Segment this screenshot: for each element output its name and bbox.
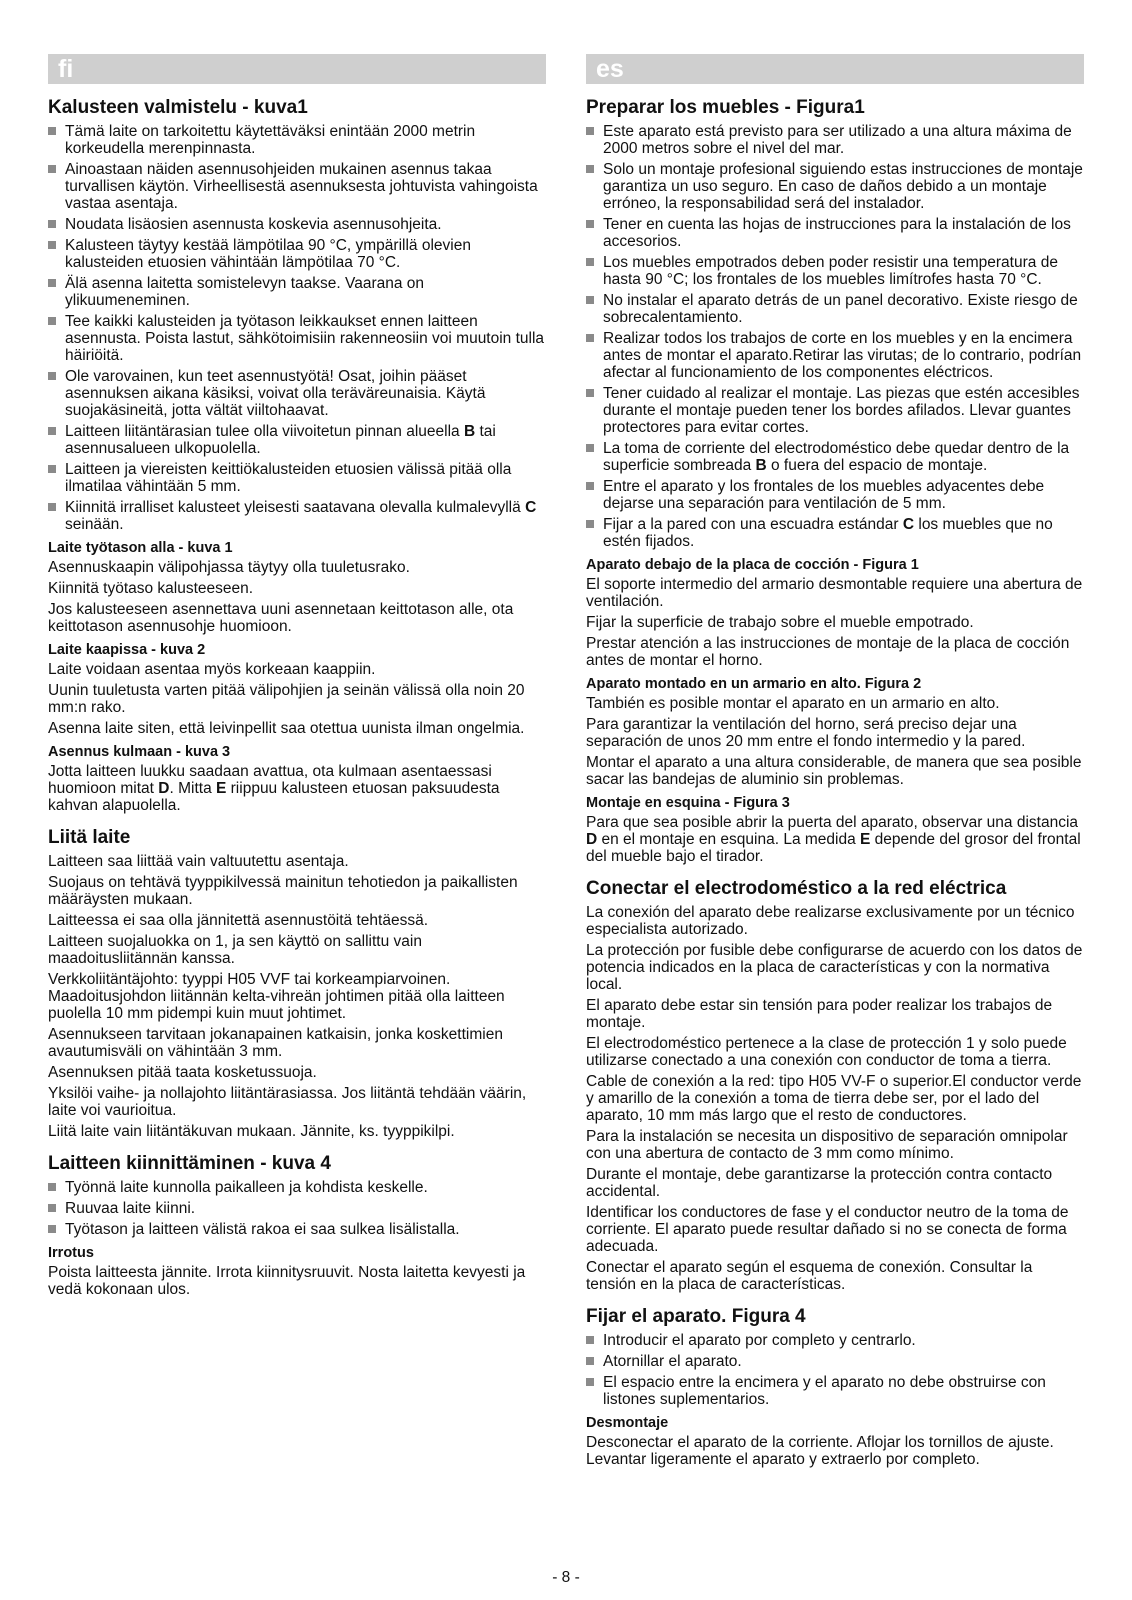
- list-item: [48, 423, 546, 457]
- text-segment: en el montaje en esquina. La medida: [597, 831, 861, 848]
- column-finnish: [48, 54, 546, 1302]
- language-header-es: es: [586, 54, 1084, 84]
- paragraphs-connect: [48, 853, 546, 1140]
- text-segment: Laitteen ja viereisten keittiökalusteiden etuosien välissä pitää olla ilmatilaa vähintään 5 mm.: [65, 461, 512, 495]
- bullet-list-prepare: [586, 123, 1084, 550]
- square-bullet-icon: [48, 372, 56, 380]
- square-bullet-icon: [48, 127, 56, 135]
- heading-prepare-furniture: Preparar los muebles - Figura1: [586, 97, 865, 118]
- paragraphs-connect: [586, 904, 1084, 1293]
- list-item: [48, 216, 546, 233]
- heading-prepare-furniture: Kalusteen valmistelu - kuva1: [48, 97, 308, 118]
- text-segment: depende del grosor del frontal del mueble bajo el tirador.: [586, 831, 1081, 865]
- bold-reference-letter: E: [860, 831, 871, 848]
- list-item: [48, 161, 546, 212]
- text-segment: los muebles que no estén fijados.: [603, 516, 1053, 550]
- list-item: [48, 461, 546, 495]
- paragraph-corner-installation: [586, 814, 1084, 865]
- heading-fix-appliance: Laitteen kiinnittäminen - kuva 4: [48, 1153, 331, 1174]
- text-segment: Tener cuidado al realizar el montaje. Las piezas que estén accesibles durante el montaje pueden tener los bordes afilados. Llevar guantes protectores para evitar cortes.: [603, 385, 1080, 436]
- paragraph: Verkkoliitäntäjohto: tyyppi H05 VVF tai korkeampiarvoinen. Maadoitusjohdon liitännän kelta-vihreän johtimen pitää olla laitteen puolella 10 mm pidempi kuin muut johtimet.: [48, 971, 505, 1022]
- list-item: [586, 478, 1084, 512]
- paragraph: Para la instalación se necesita un dispositivo de separación omnipolar con una abertura de contacto de 3 mm como mínimo.: [586, 1128, 1068, 1162]
- list-item: [48, 1179, 546, 1196]
- list-item: [586, 216, 1084, 250]
- square-bullet-icon: [586, 220, 594, 228]
- text-segment: Entre el aparato y los frontales de los muebles adyacentes debe dejarse una separación para ventilación de 5 mm.: [603, 478, 1045, 512]
- subheading-under-worktop: Aparato debajo de la placa de cocción - Figura 1: [586, 557, 919, 573]
- square-bullet-icon: [48, 1183, 56, 1191]
- text-segment: Noudata lisäosien asennusta koskevia asennusohjeita.: [65, 216, 442, 233]
- heading-connect-appliance: Liitä laite: [48, 827, 131, 848]
- text-segment: Laitteen liitäntärasian tulee olla viivoitetun pinnan alueella: [65, 423, 464, 440]
- paragraph: Asennuksen pitää taata kosketussuoja.: [48, 1064, 317, 1081]
- square-bullet-icon: [48, 1204, 56, 1212]
- square-bullet-icon: [586, 127, 594, 135]
- list-item: [586, 254, 1084, 288]
- paragraph: Uunin tuuletusta varten pitää välipohjien ja seinän välissä olla noin 20 mm:n rako.: [48, 682, 525, 716]
- list-item: [586, 123, 1084, 157]
- subheading-tall-cabinet: Aparato montado en un armario en alto. Figura 2: [586, 676, 922, 692]
- list-item: [586, 516, 1084, 550]
- paragraph: El electrodoméstico pertenece a la clase de protección 1 y solo puede utilizarse conectado a una conexión con conductor de toma a tierra.: [586, 1035, 1067, 1069]
- paragraph-corner-installation: [48, 763, 546, 814]
- text-segment: Este aparato está previsto para ser utilizado a una altura máxima de 2000 metros sobre el nivel del mar.: [603, 123, 1072, 157]
- text-segment: Työtason ja laitteen välistä rakoa ei saa sulkea lisälistalla.: [65, 1221, 460, 1238]
- list-item: [48, 1221, 546, 1238]
- text-segment: Para que sea posible abrir la puerta del aparato, observar una distancia: [586, 814, 1079, 831]
- text-segment: riippuu kalusteen etuosan paksuudesta kahvan alapuolella.: [48, 780, 500, 814]
- paragraph: Asennukseen tarvitaan jokanapainen katkaisin, jonka koskettimien avautumisväli on vähintään 3 mm.: [48, 1026, 503, 1060]
- bold-reference-letter: B: [755, 457, 767, 474]
- paragraph: Laitteen suojaluokka on 1, ja sen käyttö on sallittu vain maadoitusliitännän kanssa.: [48, 933, 422, 967]
- text-segment: seinään.: [65, 516, 124, 533]
- text-segment: Introducir el aparato por completo y centrarlo.: [603, 1332, 916, 1349]
- bold-reference-letter: E: [216, 780, 227, 797]
- text-segment: Kiinnitä irralliset kalusteet yleisesti saatavana olevalla kulmalevyllä: [65, 499, 526, 516]
- paragraph-removal: Poista laitteesta jännite. Irrota kiinnitysruuvit. Nosta laitetta kevyesti ja vedä kokonaan ulos.: [48, 1264, 526, 1298]
- text-segment: Solo un montaje profesional siguiendo estas instrucciones de montaje garantiza un uso seguro. En caso de daños debido a un montaje erróneo, la responsabilidad será del instalador.: [603, 161, 1083, 212]
- text-segment: La toma de corriente del electrodoméstico debe quedar dentro de la superficie sombreada: [603, 440, 1070, 474]
- subheading-corner-installation: Montaje en esquina - Figura 3: [586, 795, 790, 811]
- list-item: [586, 292, 1084, 326]
- text-segment: Tener en cuenta las hojas de instrucciones para la instalación de los accesorios.: [603, 216, 1071, 250]
- text-segment: Tee kaikki kalusteiden ja työtason leikkaukset ennen laitteen asennusta. Poista lastut, sähkötoimisiin rakenneosiin voi muutoin tulla häiriöitä.: [65, 313, 545, 364]
- square-bullet-icon: [586, 296, 594, 304]
- square-bullet-icon: [48, 279, 56, 287]
- paragraph: El soporte intermedio del armario desmontable requiere una abertura de ventilación.: [586, 576, 1083, 610]
- paragraph: Asennuskaapin välipohjassa täytyy olla tuuletusrako.: [48, 559, 410, 576]
- paragraph: Fijar la superficie de trabajo sobre el mueble empotrado.: [586, 614, 974, 631]
- square-bullet-icon: [48, 1225, 56, 1233]
- paragraphs-under-worktop: [586, 576, 1084, 669]
- heading-fix-appliance: Fijar el aparato. Figura 4: [586, 1306, 806, 1327]
- text-segment: Realizar todos los trabajos de corte en los muebles y en la encimera antes de montar el aparato.Retirar las virutas; de lo contrario, podrían afectar al funcionamiento de los componentes eléctricos.: [603, 330, 1082, 381]
- bold-reference-letter: D: [158, 780, 170, 797]
- paragraph: Laitteen saa liittää vain valtuutettu asentaja.: [48, 853, 349, 870]
- paragraph: Liitä laite vain liitäntäkuvan mukaan. Jännite, ks. tyyppikilpi.: [48, 1123, 455, 1140]
- list-item: [48, 313, 546, 364]
- subheading-under-worktop: Laite työtason alla - kuva 1: [48, 540, 233, 556]
- paragraph: También es posible montar el aparato en un armario en alto.: [586, 695, 1000, 712]
- heading-connect-appliance: Conectar el electrodoméstico a la red eléctrica: [586, 878, 1007, 899]
- text-segment: o fuera del espacio de montaje.: [766, 457, 988, 474]
- square-bullet-icon: [586, 258, 594, 266]
- square-bullet-icon: [586, 1357, 594, 1365]
- list-item: [586, 330, 1084, 381]
- paragraph: Cable de conexión a la red: tipo H05 VV-F o superior.El conductor verde y amarillo de la conexión a toma de tierra debe ser, por el lado del aparato, 10 mm más largo que el resto de conductores.: [586, 1073, 1082, 1124]
- text-segment: Los muebles empotrados deben poder resistir una temperatura de hasta 90 °C; los frontales de los muebles limítrofes hasta 70 °C.: [603, 254, 1058, 288]
- paragraph: Durante el montaje, debe garantizarse la protección contra contacto accidental.: [586, 1166, 1053, 1200]
- text-segment: Älä asenna laitetta somistelevyn taakse. Vaarana on ylikuumeneminen.: [65, 275, 425, 309]
- square-bullet-icon: [586, 1336, 594, 1344]
- text-segment: Jotta laitteen luukku saadaan avattua, ota kulmaan asentaessasi huomioon mitat: [48, 763, 492, 797]
- column-spanish: [586, 54, 1084, 1472]
- text-segment: Atornillar el aparato.: [603, 1353, 742, 1370]
- paragraph: Para garantizar la ventilación del horno, será preciso dejar una separación de unos 20 mm entre el fondo intermedio y la pared.: [586, 716, 1026, 750]
- language-header-fi: fi: [48, 54, 546, 84]
- square-bullet-icon: [586, 520, 594, 528]
- square-bullet-icon: [586, 334, 594, 342]
- list-item: [48, 499, 546, 533]
- paragraph: Prestar atención a las instrucciones de montaje de la placa de cocción antes de montar el horno.: [586, 635, 1070, 669]
- paragraph: Conectar el aparato según el esquema de conexión. Consultar la tensión en la placa de características.: [586, 1259, 1033, 1293]
- list-item: [586, 1374, 1084, 1408]
- list-item: [586, 385, 1084, 436]
- text-segment: . Mitta: [169, 780, 216, 797]
- list-item: [586, 1353, 1084, 1370]
- subheading-removal: Desmontaje: [586, 1415, 669, 1431]
- text-segment: Ainoastaan näiden asennusohjeiden mukainen asennus takaa turvallisen käytön. Virheellisestä asennuksesta johtuvista vahingoista vastaa asentaja.: [65, 161, 538, 212]
- paragraph: Identificar los conductores de fase y el conductor neutro de la toma de corriente. El aparato puede resultar dañado si no se conecta de forma adecuada.: [586, 1204, 1069, 1255]
- page-number: - 8 -: [552, 1569, 580, 1586]
- list-item: [586, 161, 1084, 212]
- square-bullet-icon: [586, 389, 594, 397]
- bold-reference-letter: D: [586, 831, 598, 848]
- square-bullet-icon: [48, 317, 56, 325]
- paragraph: Laitteessa ei saa olla jännitettä asennustöitä tehtäessä.: [48, 912, 429, 929]
- paragraph: Yksilöi vaihe- ja nollajohto liitäntärasiassa. Jos liitäntä tehdään väärin, laite voi vaurioitua.: [48, 1085, 527, 1119]
- list-item: [48, 275, 546, 309]
- bullet-list-fix: [48, 1179, 546, 1238]
- paragraph: Kiinnitä työtaso kalusteeseen.: [48, 580, 254, 597]
- text-segment: Kalusteen täytyy kestää lämpötilaa 90 °C, ympärillä olevien kalusteiden etuosien vähintään lämpötilaa 70 °C.: [65, 237, 471, 271]
- list-item: [48, 368, 546, 419]
- bold-reference-letter: B: [463, 423, 476, 440]
- square-bullet-icon: [586, 482, 594, 490]
- text-segment: El espacio entre la encimera y el aparato no debe obstruirse con listones suplementarios.: [603, 1374, 1046, 1408]
- bold-reference-letter: C: [525, 499, 537, 516]
- text-segment: Fijar a la pared con una escuadra estándar: [603, 516, 903, 533]
- text-segment: Tämä laite on tarkoitettu käytettäväksi enintään 2000 metrin korkeudella merenpinnasta.: [65, 123, 476, 157]
- text-segment: Ole varovainen, kun teet asennustyötä! Osat, joihin pääset asennuksen aikana käsiksi, voivat olla teräväreunaisia. Käytä suojakäsineitä, jotta vältät viiltohaavat.: [65, 368, 486, 419]
- paragraph-removal: Desconectar el aparato de la corriente. Aflojar los tornillos de ajuste. Levantar ligeramente el aparato y extraerlo por completo.: [586, 1434, 1054, 1468]
- bold-reference-letter: C: [902, 516, 915, 533]
- list-item: [48, 237, 546, 271]
- paragraph: Laite voidaan asentaa myös korkeaan kaappiin.: [48, 661, 376, 678]
- list-item: [586, 440, 1084, 474]
- paragraph: La protección por fusible debe configurarse de acuerdo con los datos de potencia indicados en la placa de características y con la normativa local.: [586, 942, 1083, 993]
- paragraph: El aparato debe estar sin tensión para poder realizar los trabajos de montaje.: [586, 997, 1053, 1031]
- subheading-removal: Irrotus: [48, 1245, 94, 1261]
- bullet-list-prepare: [48, 123, 546, 533]
- square-bullet-icon: [48, 241, 56, 249]
- square-bullet-icon: [48, 465, 56, 473]
- square-bullet-icon: [586, 444, 594, 452]
- text-segment: tai asennusalueen ulkopuolella.: [65, 423, 496, 457]
- paragraph: Jos kalusteeseen asennettava uuni asennetaan keittotason alle, ota keittotason asennusohje huomioon.: [48, 601, 514, 635]
- square-bullet-icon: [48, 165, 56, 173]
- square-bullet-icon: [586, 165, 594, 173]
- paragraph: Montar el aparato a una altura considerable, de manera que sea posible sacar las bandejas de aluminio sin problemas.: [586, 754, 1082, 788]
- text-segment: Ruuvaa laite kiinni.: [65, 1200, 196, 1217]
- paragraph: Asenna laite siten, että leivinpellit saa otettua uunista ilman ongelmia.: [48, 720, 525, 737]
- text-segment: Työnnä laite kunnolla paikalleen ja kohdista keskelle.: [65, 1179, 428, 1196]
- paragraphs-tall-cabinet: [586, 695, 1084, 788]
- list-item: [48, 1200, 546, 1217]
- paragraph: Suojaus on tehtävä tyyppikilvessä mainitun tehotiedon ja paikallisten määräysten mukaan.: [48, 874, 518, 908]
- paragraphs-tall-cabinet: [48, 661, 546, 737]
- square-bullet-icon: [48, 220, 56, 228]
- square-bullet-icon: [586, 1378, 594, 1386]
- paragraph: La conexión del aparato debe realizarse exclusivamente por un técnico especialista autorizado.: [586, 904, 1075, 938]
- subheading-tall-cabinet: Laite kaapissa - kuva 2: [48, 642, 206, 658]
- list-item: [48, 123, 546, 157]
- square-bullet-icon: [48, 503, 56, 511]
- list-item: [586, 1332, 1084, 1349]
- square-bullet-icon: [48, 427, 56, 435]
- paragraphs-under-worktop: [48, 559, 546, 635]
- subheading-corner-installation: Asennus kulmaan - kuva 3: [48, 744, 231, 760]
- text-segment: No instalar el aparato detrás de un panel decorativo. Existe riesgo de sobrecalentamiento.: [603, 292, 1078, 326]
- bullet-list-fix: [586, 1332, 1084, 1408]
